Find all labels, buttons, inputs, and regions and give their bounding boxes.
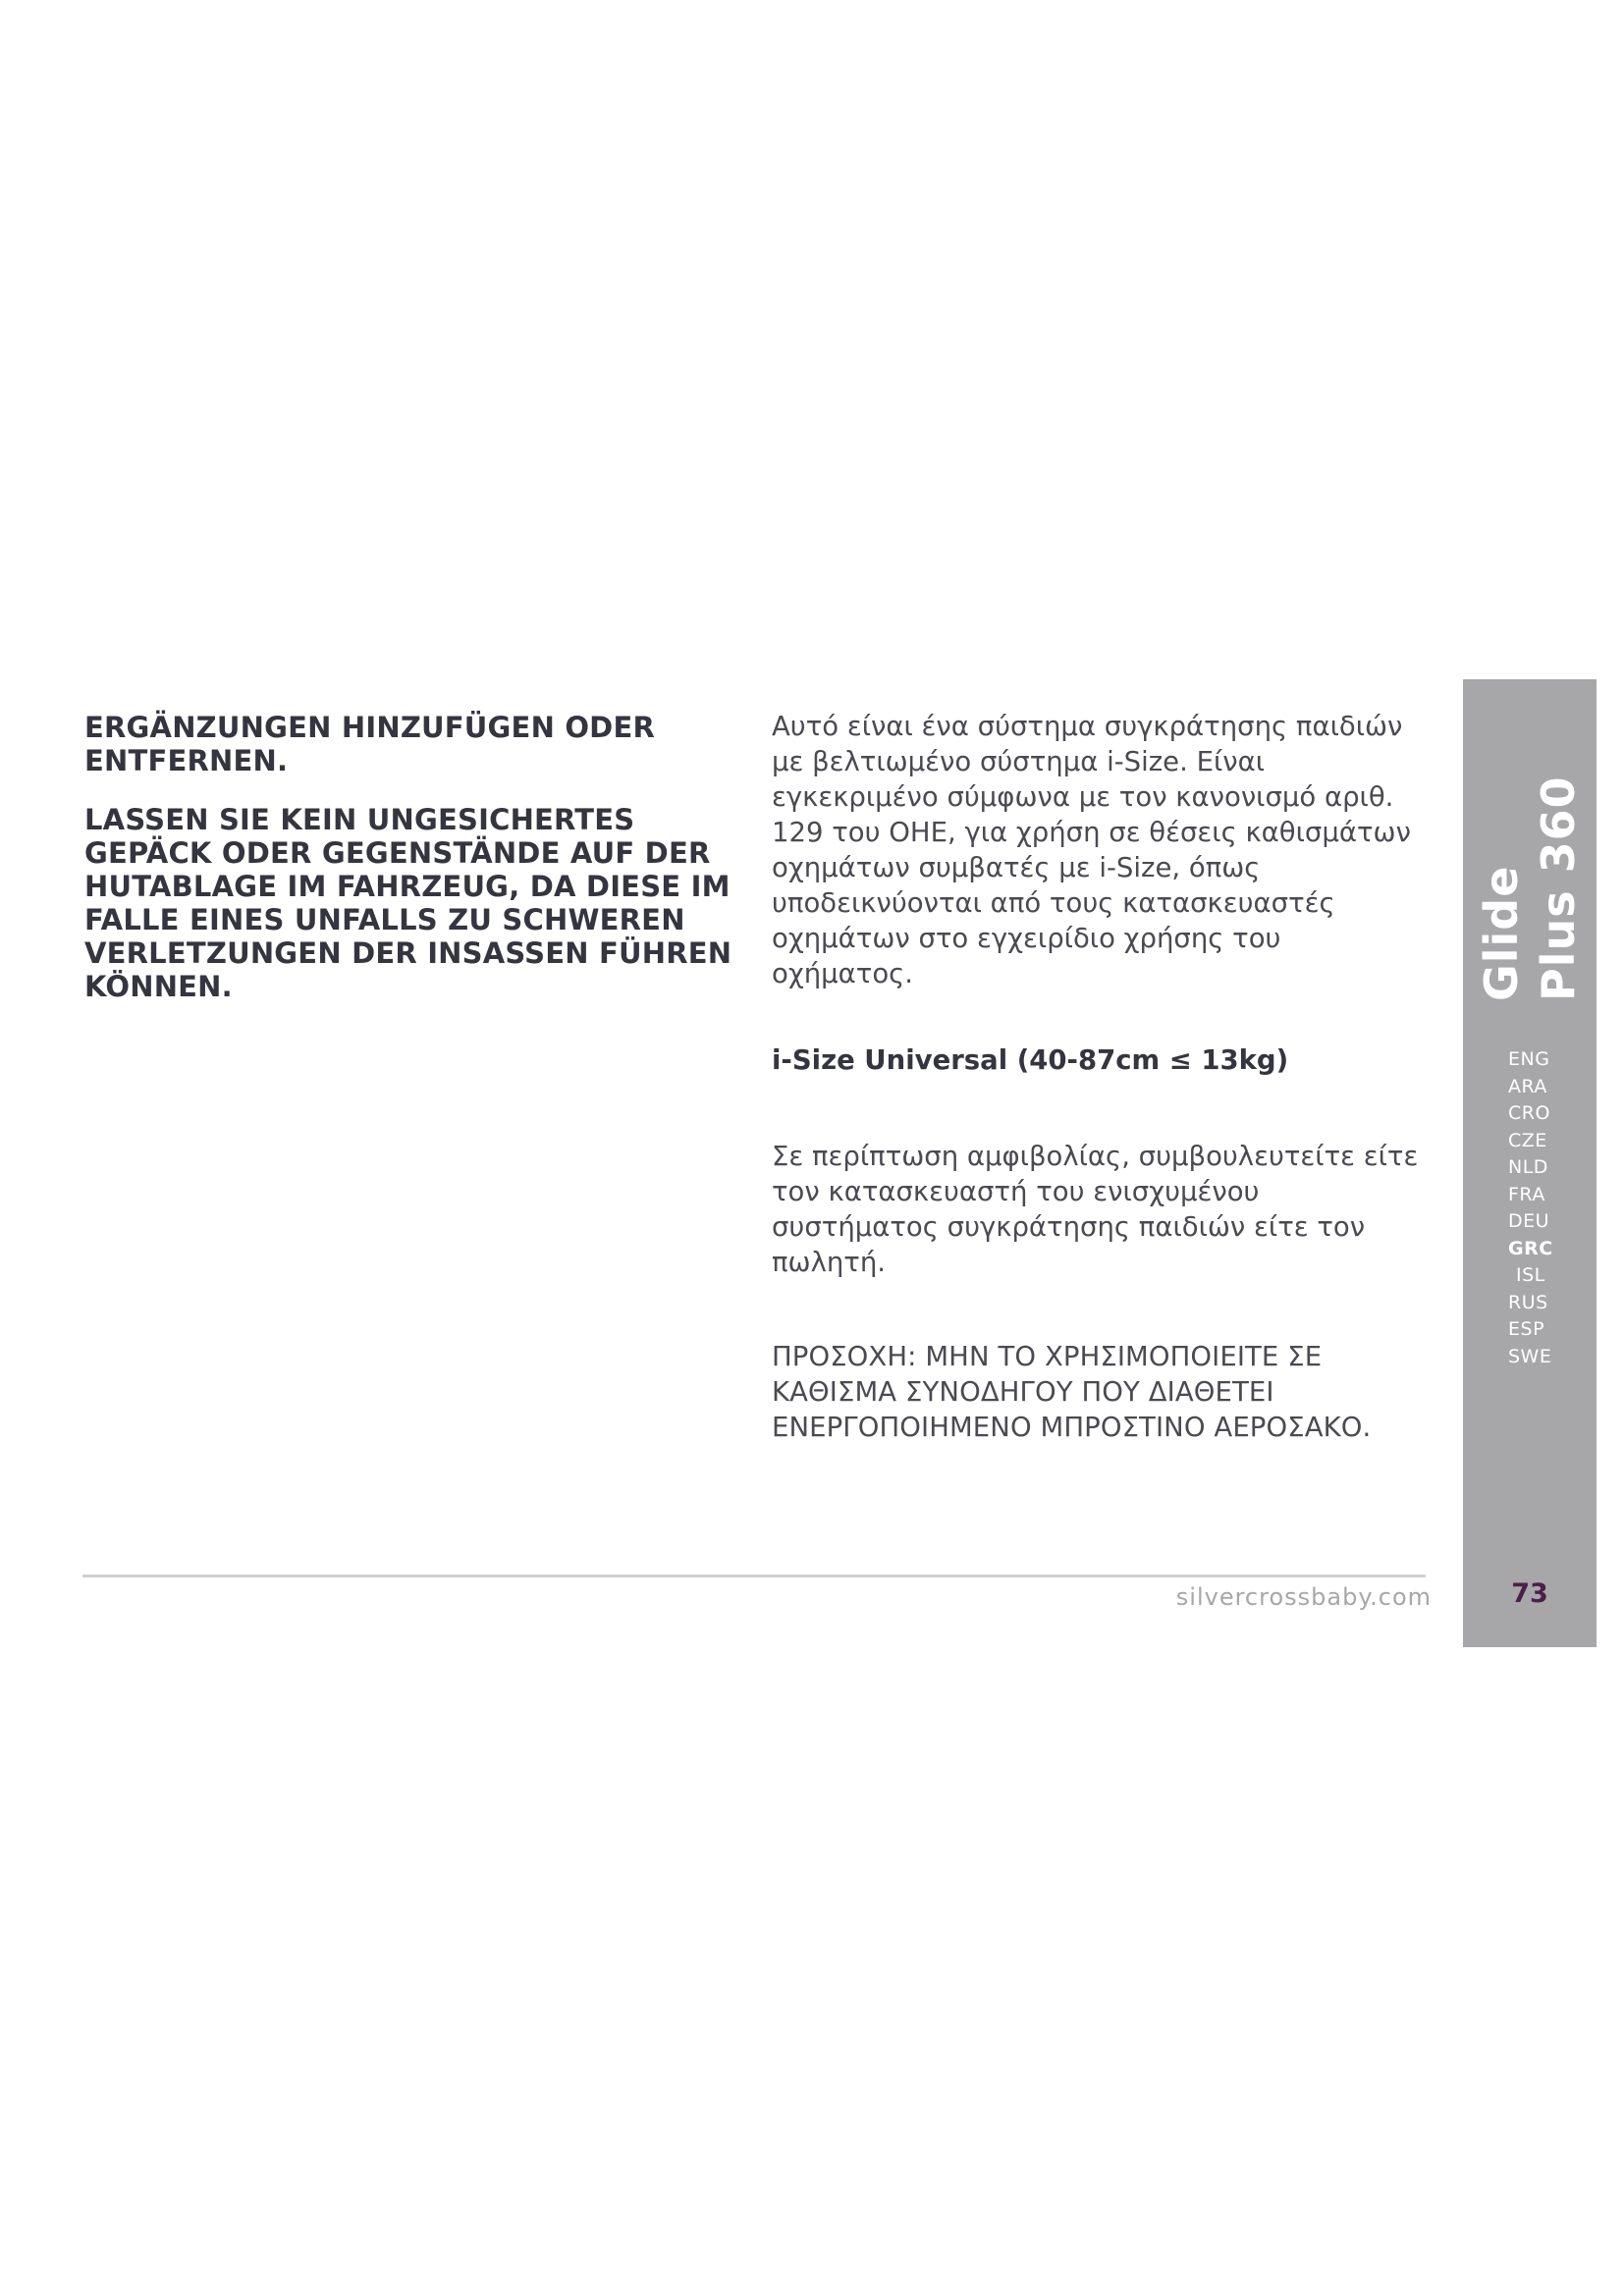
language-item-grc[interactable]: GRC	[1508, 1237, 1553, 1259]
language-item-eng[interactable]: ENG	[1508, 1048, 1550, 1070]
website-link[interactable]: silvercrossbaby.com	[1175, 1583, 1432, 1611]
isize-universal-heading: i-Size Universal (40-87cm ≤ 13kg)	[772, 1044, 1289, 1076]
language-item-nld[interactable]: NLD	[1508, 1156, 1548, 1178]
side-tab	[1463, 679, 1597, 1647]
language-item-deu[interactable]: DEU	[1508, 1210, 1550, 1232]
german-warnings-column	[84, 711, 752, 1029]
page-number: 73	[1511, 1578, 1548, 1609]
language-item-cro[interactable]: CRO	[1508, 1102, 1550, 1124]
language-item-rus[interactable]: RUS	[1508, 1291, 1548, 1313]
language-item-isl[interactable]: ISL	[1516, 1264, 1545, 1286]
warning-add-remove: ERGÄNZUNGEN HINZUFÜGEN ODER ENTFERNEN.	[84, 711, 655, 777]
product-title	[1465, 683, 1595, 1001]
warning-unsecured-luggage: LASSEN SIE KEIN UNGESICHERTES GEPÄCK ODER GEGENSTÄNDE AUF DER HUTABLAGE IM FAHRZEUG, DA DIESE IM FALLE EINES UNFALLS ZU SCHWEREN VERLETZUNGEN DER INSASSEN FÜHREN KÖNNEN.	[84, 803, 732, 1003]
doubt-paragraph: Σε περίπτωση αμφιβολίας, συμβουλευτείτε είτε τον κατασκευαστή του ενισχυμένου συστήματος συγκράτησης παιδιών είτε τον πωλητή.	[772, 1141, 1419, 1278]
footer-divider	[82, 1575, 1426, 1577]
language-item-ara[interactable]: ARA	[1508, 1075, 1547, 1097]
language-item-cze[interactable]: CZE	[1508, 1129, 1547, 1151]
language-item-swe[interactable]: SWE	[1508, 1345, 1552, 1367]
intro-paragraph: Αυτό είναι ένα σύστημα συγκράτησης παιδιών με βελτιωμένο σύστημα i-Size. Είναι εγκεκριμένο σύμφωνα με τον κανονισμό αριθ. 129 του ΟΗΕ, για χρήση σε θέσεις καθισμάτων οχημάτων συμβατές με i-Size, όπως υποδεικνύονται από τους κατασκευαστές οχημάτων στο εγχειρίδιο χρήσης του οχήματος.	[772, 711, 1411, 989]
greek-text-column	[772, 709, 1420, 1445]
language-item-esp[interactable]: ESP	[1508, 1318, 1545, 1340]
language-item-fra[interactable]: FRA	[1508, 1183, 1545, 1205]
product-title-line1: Glide	[1475, 865, 1528, 1001]
product-title-line2: Plus 360	[1532, 775, 1585, 1001]
language-list	[1463, 1046, 1597, 1370]
airbag-caution: ΠΡΟΣΟΧΗ: ΜΗΝ ΤΟ ΧΡΗΣΙΜΟΠΟΙΕΙΤΕ ΣΕ ΚΑΘΙΣΜΑ ΣΥΝΟΔΗΓΟΥ ΠΟΥ ΔΙΑΘΕΤΕΙ ΕΝΕΡΓΟΠΟΙΗΜΕΝΟ ΜΠΡΟΣΤΙΝΟ ΑΕΡΟΣΑΚΟ.	[772, 1341, 1372, 1443]
